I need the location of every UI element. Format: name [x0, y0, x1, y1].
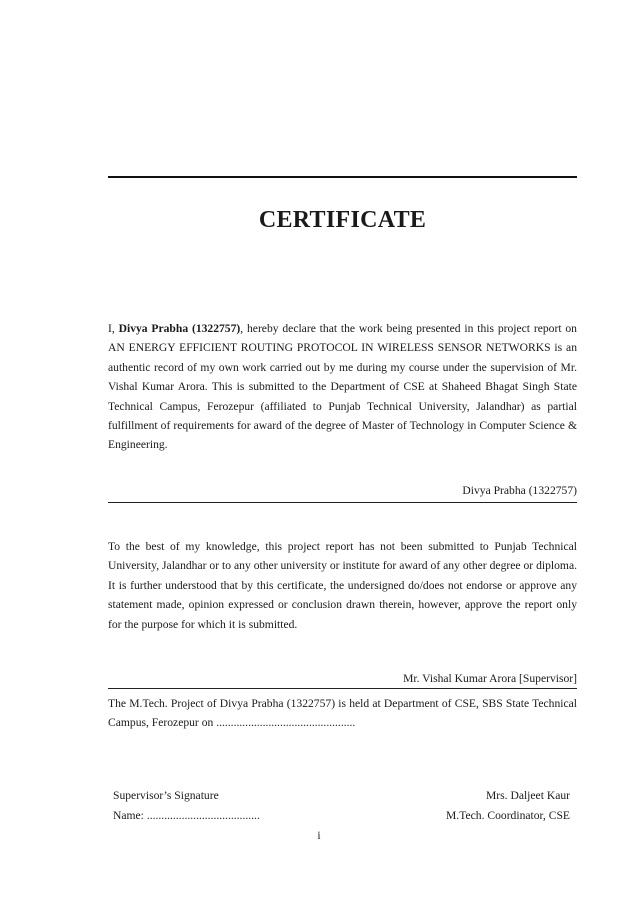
page-title: CERTIFICATE: [258, 207, 427, 233]
knowledge-paragraph: To the best of my knowledge, this project report has not been submitted to Punjab Technical University, Jalandhar or to any other university or institute for award of any other degree or diploma. It is further understood that by this certificate, the undersigned do/does not endorse or approve any statement made, opinion expressed or conclusion drawn therein, however, approve the report only for the purpose for which it is submitted.: [108, 540, 577, 631]
coordinator-name: Mrs. Daljeet Kaur: [485, 789, 570, 802]
footer-right: [446, 786, 570, 826]
mtech-paragraph: The M.Tech. Project of Divya Prabha (1322757) is held at Department of CSE, SBS State Technical Campus, Ferozepur on ................................................: [108, 697, 577, 730]
declaration-prefix: I,: [108, 322, 119, 335]
top-rule: [108, 176, 577, 178]
declaration-body: , hereby declare that the work being presented in this project report on AN ENERGY EFFICIENT ROUTING PROTOCOL IN WIRELESS SENSOR NETWORKS is an authentic record of my own work carried out by me during my course under the supervision of Mr. Vishal Kumar Arora. This is submitted to the Department of CSE at Shaheed Bhagat Singh State Technical Campus, Ferozepur (affiliated to Punjab Technical University, Jalandhar) as partial fulfillment of requirements for award of the degree of Master of Technology in Computer Science & Engineering.: [108, 322, 577, 452]
supervisor-signature-rule: [108, 688, 577, 689]
name-field-label: Name: .......................................: [113, 809, 260, 822]
supervisor-signature-label: Supervisor’s Signature: [113, 789, 219, 802]
student-signature-rule: [108, 502, 577, 503]
page-number: i: [317, 829, 321, 842]
footer-left: [113, 786, 260, 826]
student-signature: Divya Prabha (1322757): [462, 484, 577, 497]
declaration-student-name: Divya Prabha (1322757): [118, 322, 241, 335]
declaration-paragraph: [108, 319, 577, 455]
supervisor-signature: Mr. Vishal Kumar Arora [Supervisor]: [403, 672, 577, 685]
coordinator-title: M.Tech. Coordinator, CSE: [446, 809, 570, 822]
